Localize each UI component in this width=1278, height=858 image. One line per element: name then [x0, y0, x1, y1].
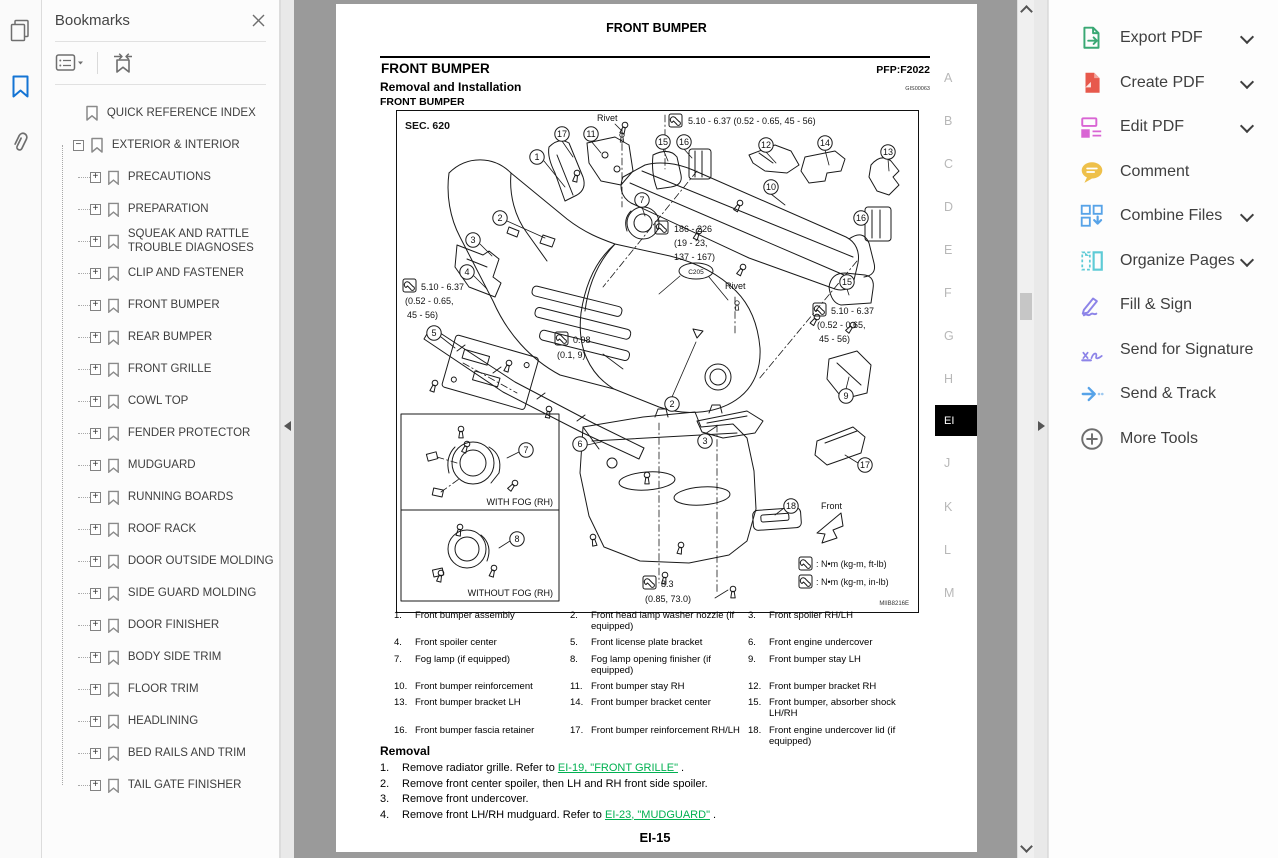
svg-text:3: 3 [702, 436, 708, 446]
bookmark-label: BED RAILS AND TRIM [127, 746, 246, 759]
index-tab-b: B [944, 114, 953, 128]
bookmark-flag-icon [106, 394, 121, 409]
index-tab-f: F [944, 286, 952, 300]
bookmark-item[interactable] [90, 417, 275, 449]
svg-text:6: 6 [577, 439, 583, 449]
svg-text:13: 13 [882, 147, 894, 157]
bookmark-item[interactable] [90, 161, 275, 193]
removal-step: 2. Remove front center spoiler, then LH and RH front side spoiler. [380, 777, 708, 790]
bookmark-label: BODY SIDE TRIM [127, 650, 222, 663]
inset-label-without-fog: WITHOUT FOG (RH) [467, 588, 553, 598]
bookmark-item[interactable] [90, 513, 275, 545]
svg-text:16: 16 [855, 213, 867, 223]
bookmark-item[interactable] [90, 737, 275, 769]
expand-expander[interactable]: + [90, 300, 101, 311]
callout-leader-lines [441, 124, 889, 598]
torque-inlb-icon [403, 279, 416, 292]
bookmark-item-exterior-interior[interactable] [58, 129, 275, 161]
toolbar-separator [97, 52, 98, 74]
svg-text:9: 9 [843, 391, 849, 401]
bookmark-label: MUDGUARD [127, 458, 196, 471]
chevron-down-icon[interactable] [1240, 74, 1254, 88]
bookmark-flag-icon [106, 650, 121, 665]
bookmark-item[interactable] [90, 545, 275, 577]
bookmark-label: COWL TOP [127, 394, 189, 407]
bookmarks-tree [42, 85, 279, 858]
rivet-label-2: Rivet [725, 281, 746, 291]
part-item: 4. Front spoiler center [394, 637, 497, 649]
svg-text:137 - 167): 137 - 167) [674, 252, 716, 262]
export-pdf-icon [1079, 25, 1105, 51]
bookmark-flag-icon [106, 170, 121, 185]
tree-connector-line [62, 145, 63, 785]
svg-text:(0.85, 73.0): (0.85, 73.0) [645, 594, 692, 604]
bookmarks-toolbar [55, 42, 266, 85]
svg-text:2: 2 [669, 399, 675, 409]
part-item: 17. Front bumper reinforcement RH/LH [570, 724, 740, 736]
expand-expander[interactable]: + [90, 172, 101, 183]
combine-files-icon [1079, 203, 1105, 229]
collapse-panel-right-icon[interactable] [1038, 421, 1045, 431]
left-collapse-strip [280, 0, 294, 858]
more-tools-icon [1079, 426, 1105, 452]
expand-expander[interactable]: + [90, 492, 101, 503]
torque-inlb-icon [643, 576, 656, 589]
bookmark-label: SIDE GUARD MOLDING [127, 586, 257, 599]
part-item: 13. Front bumper bracket LH [394, 697, 521, 709]
expand-expander[interactable]: + [90, 428, 101, 439]
new-bookmark-icon[interactable] [110, 51, 136, 75]
bookmark-label: HEADLINING [127, 714, 199, 727]
connector-label: C205 [688, 269, 704, 276]
attachments-icon[interactable] [7, 128, 33, 156]
tool-edit-pdf[interactable] [1049, 105, 1278, 150]
expand-expander[interactable]: + [90, 396, 101, 407]
tool-label: Send & Track [1120, 385, 1217, 403]
tool-label: Combine Files [1120, 207, 1223, 225]
bookmark-item[interactable] [90, 577, 275, 609]
pdf-page [336, 4, 977, 852]
cross-reference-link[interactable]: EI-19, "FRONT GRILLE" [557, 762, 678, 774]
tool-label: Edit PDF [1120, 118, 1185, 136]
removal-step: 4. Remove front LH/RH mudguard. Refer to EI-23, "MUDGUARD" . [380, 808, 717, 821]
svg-text:10: 10 [765, 182, 777, 192]
send-signature-icon [1079, 337, 1105, 363]
svg-text:11: 11 [586, 129, 596, 139]
figure-ref-code: GIS00063 [905, 86, 930, 92]
svg-text:(0.52 - 0.65,: (0.52 - 0.65, [817, 320, 866, 330]
index-tab-e: E [944, 243, 953, 257]
index-tab-a: A [944, 71, 953, 85]
bookmark-flag-icon [106, 778, 121, 793]
svg-text:: N•m (kg-m, in-lb): : N•m (kg-m, in-lb) [816, 577, 889, 587]
bookmark-flag-icon [106, 330, 121, 345]
bookmark-item[interactable] [90, 321, 275, 353]
bookmark-options-icon[interactable] [55, 52, 85, 74]
bookmarks-header [55, 0, 266, 42]
svg-text:12: 12 [760, 140, 772, 150]
tool-send-track[interactable] [1049, 372, 1278, 417]
tool-label: Create PDF [1120, 73, 1205, 91]
torque-legend [799, 557, 889, 588]
svg-text:2: 2 [497, 213, 503, 223]
bookmark-flag-icon [106, 522, 121, 537]
svg-text:5.10 - 6.37: 5.10 - 6.37 [831, 306, 875, 316]
sec-label: SEC. 620 [405, 120, 450, 132]
bookmark-label: FLOOR TRIM [127, 682, 199, 695]
bookmarks-icon[interactable] [7, 72, 33, 100]
bookmark-item[interactable] [90, 225, 275, 257]
page-number: EI-15 [639, 830, 671, 845]
tool-label: More Tools [1120, 429, 1198, 447]
torque-inlb-icon [813, 303, 826, 316]
fill-sign-icon [1079, 292, 1105, 318]
tool-label: Fill & Sign [1120, 296, 1193, 314]
subsection-title: Removal and Installation [380, 80, 522, 94]
svg-text:5.10 - 6.37 (0.52 - 0.65, 45 -: 5.10 - 6.37 (0.52 - 0.65, 45 - 56) [688, 116, 816, 126]
expand-expander[interactable]: + [90, 236, 101, 247]
svg-text:15: 15 [841, 277, 853, 287]
bookmark-label: QUICK REFERENCE INDEX [106, 106, 256, 119]
collapse-expander[interactable]: − [73, 140, 84, 151]
index-tab-h: H [944, 372, 954, 386]
tool-export-pdf[interactable] [1049, 16, 1278, 61]
pfp-code: PFP:F2022 [876, 64, 930, 76]
section-title: FRONT BUMPER [381, 61, 490, 76]
bookmark-flag-icon [106, 298, 121, 313]
tool-fill-sign[interactable] [1049, 283, 1278, 328]
bookmark-flag-icon [106, 586, 121, 601]
scroll-down-icon[interactable] [1020, 840, 1033, 853]
torque-inlb-icon [555, 332, 568, 345]
bookmark-label: PREPARATION [127, 202, 209, 215]
scrollbar-thumb[interactable] [1020, 293, 1032, 320]
bookmark-label: DOOR OUTSIDE MOLDING [127, 554, 274, 567]
torque-ftlb-icon [655, 221, 668, 234]
svg-text:5: 5 [431, 328, 437, 338]
bookmark-flag-icon [89, 137, 105, 153]
svg-text:186 - 226: 186 - 226 [674, 224, 713, 234]
bookmark-item[interactable] [90, 289, 275, 321]
engine-undercover-drawing [580, 405, 756, 563]
tool-label: Export PDF [1120, 29, 1203, 47]
torque-inlb-icon [799, 575, 812, 588]
svg-text:(0.1, 9): (0.1, 9) [557, 350, 586, 360]
bookmark-item[interactable] [90, 385, 275, 417]
tool-combine-files[interactable] [1049, 194, 1278, 239]
bookmark-item[interactable] [90, 481, 275, 513]
send-track-icon [1079, 381, 1105, 407]
bookmark-flag-icon [106, 266, 121, 281]
bookmark-flag-icon [106, 362, 121, 377]
inset-label-with-fog: WITH FOG (RH) [486, 497, 553, 507]
cross-reference-link[interactable]: EI-23, "MUDGUARD" [604, 808, 710, 821]
expand-expander[interactable]: + [90, 716, 101, 727]
bookmark-label: FRONT GRILLE [127, 362, 212, 375]
front-label: Front [821, 501, 843, 511]
svg-text:7: 7 [639, 195, 645, 205]
expand-expander[interactable]: + [90, 620, 101, 631]
expand-expander[interactable]: + [90, 364, 101, 375]
part-item: 5. Front license plate bracket [570, 637, 703, 649]
svg-text:(19 - 23,: (19 - 23, [674, 238, 708, 248]
expand-expander[interactable]: + [90, 268, 101, 279]
bookmark-label: FRONT BUMPER [127, 298, 220, 311]
expand-expander[interactable]: + [90, 332, 101, 343]
page-thumbnails-icon[interactable] [7, 16, 33, 44]
part-item: 12. Front bumper bracket RH [748, 681, 877, 693]
part-item: 7. Fog lamp (if equipped) [394, 653, 511, 665]
tool-label: Comment [1120, 162, 1190, 180]
part-item: 8. Fog lamp opening finisher (if equipped) [570, 653, 711, 676]
document-area [294, 0, 1017, 858]
bookmarks-title: Bookmarks [54, 12, 130, 29]
svg-text:3: 3 [470, 235, 476, 245]
subsubsection-title: FRONT BUMPER [380, 96, 465, 108]
header-rule [380, 56, 930, 58]
bookmark-item[interactable] [90, 449, 275, 481]
bookmark-item[interactable] [90, 673, 275, 705]
part-item: 2. Front head lamp washer nozzle (if equipped) [570, 610, 735, 633]
bookmark-label: ROOF RACK [127, 522, 197, 535]
scroll-up-icon[interactable] [1020, 5, 1033, 18]
comment-icon [1079, 159, 1105, 185]
bookmark-flag-icon [106, 202, 121, 217]
part-item: 11. Front bumper stay RH [570, 681, 685, 693]
svg-text:17: 17 [556, 129, 568, 139]
index-tab-g: G [944, 329, 954, 343]
index-tab-m: M [944, 586, 955, 600]
tool-label: Send for Signature [1120, 340, 1254, 358]
tool-more-tools[interactable] [1049, 417, 1278, 462]
panel-nav-strip [0, 0, 42, 858]
bookmark-label: FENDER PROTECTOR [127, 426, 251, 439]
torque-ftlb-icon [799, 557, 812, 570]
bookmark-flag-icon [106, 618, 121, 633]
bookmark-label: DOOR FINISHER [127, 618, 220, 631]
expand-expander[interactable]: + [90, 684, 101, 695]
svg-text:14: 14 [819, 138, 831, 148]
removal-step: 1. Remove radiator grille. Refer to EI-19, "FRONT GRILLE" . [380, 762, 685, 774]
exploded-view-diagram [396, 110, 919, 613]
bookmark-flag-icon [106, 426, 121, 441]
index-tab-j: J [944, 456, 951, 470]
tool-organize-pages[interactable] [1049, 239, 1278, 284]
bookmark-item[interactable] [90, 257, 275, 289]
svg-text:17: 17 [859, 460, 871, 470]
chevron-down-icon[interactable] [1240, 208, 1254, 222]
bookmark-item[interactable] [90, 769, 275, 801]
svg-text:0.98: 0.98 [573, 335, 591, 345]
running-title: FRONT BUMPER [606, 21, 707, 35]
removal-step: 3. Remove front undercover. [380, 793, 529, 805]
svg-text:16: 16 [678, 137, 690, 147]
figure-code: MIIB8216E [879, 601, 909, 607]
bookmark-flag-icon [106, 682, 121, 697]
svg-text:8.3: 8.3 [661, 579, 674, 589]
tool-send-for-signature[interactable] [1049, 328, 1278, 373]
bookmark-item[interactable] [90, 193, 275, 225]
bookmark-flag-icon [106, 234, 121, 249]
chevron-down-icon[interactable] [1240, 30, 1254, 44]
vertical-scrollbar[interactable] [1017, 0, 1034, 858]
bookmark-item[interactable] [90, 353, 275, 385]
bookmark-label: RUNNING BOARDS [127, 490, 234, 503]
bookmark-item[interactable] [90, 609, 275, 641]
svg-text:(0.52 - 0.65,: (0.52 - 0.65, [405, 296, 454, 306]
bookmark-label: SQUEAK AND RATTLE TROUBLE DIAGNOSES [127, 227, 254, 254]
tool-label: Organize Pages [1120, 251, 1235, 269]
bookmark-flag-icon [106, 490, 121, 505]
part-item: 1. Front bumper assembly [394, 610, 515, 621]
bookmark-label: CLIP AND FASTENER [127, 266, 244, 279]
bookmark-item[interactable] [90, 641, 275, 673]
rivet-label: Rivet [597, 113, 618, 123]
organize-pages-icon [1079, 248, 1105, 274]
torque-labels [403, 114, 874, 604]
svg-text:8: 8 [514, 534, 520, 544]
bookmark-label: REAR BUMPER [127, 330, 213, 343]
svg-text:5.10 - 6.37: 5.10 - 6.37 [421, 282, 465, 292]
bookmark-item[interactable] [90, 705, 275, 737]
expand-expander[interactable]: + [90, 780, 101, 791]
tool-comment[interactable] [1049, 150, 1278, 195]
parts-list [394, 610, 920, 752]
bookmark-item-quick-reference-index[interactable] [58, 97, 275, 129]
index-tab-current-ei: EI [935, 405, 977, 436]
part-item: 16. Front bumper fascia retainer [394, 724, 535, 736]
index-tab-c: C [944, 157, 954, 171]
svg-text:45 - 56): 45 - 56) [819, 334, 851, 344]
expand-expander[interactable]: + [90, 588, 101, 599]
removal-section [380, 744, 716, 824]
svg-text:4: 4 [464, 267, 470, 277]
part-item: 14. Front bumper bracket center [570, 697, 711, 709]
svg-text:: N•m (kg-m, ft-lb): : N•m (kg-m, ft-lb) [816, 559, 887, 569]
bookmarks-panel [42, 0, 280, 858]
right-collapse-strip [1034, 0, 1048, 858]
create-pdf-icon [1079, 70, 1105, 96]
construction-lines [463, 115, 857, 593]
index-tab-d: D [944, 200, 954, 214]
part-item: 18. Front engine undercover lid (if equipped) [748, 724, 896, 747]
index-tab-k: K [944, 500, 953, 514]
expand-expander[interactable]: + [90, 204, 101, 215]
bookmark-children [58, 161, 275, 801]
expand-expander[interactable]: + [90, 748, 101, 759]
bookmark-flag-icon [106, 458, 121, 473]
edit-pdf-icon [1079, 114, 1105, 140]
expand-expander[interactable]: + [90, 556, 101, 567]
bookmark-label: PRECAUTIONS [127, 170, 211, 183]
collapse-panel-left-icon[interactable] [284, 421, 291, 431]
part-item: 6. Front engine undercover [748, 637, 873, 649]
bookmark-label: TAIL GATE FINISHER [127, 778, 242, 791]
bookmark-label: EXTERIOR & INTERIOR [111, 138, 240, 151]
svg-text:15: 15 [657, 137, 669, 147]
svg-text:7: 7 [523, 445, 529, 455]
part-item: 9. Front bumper stay LH [748, 653, 861, 665]
svg-text:45 - 56): 45 - 56) [407, 310, 439, 320]
part-item: 3. Front spoiler RH/LH [748, 610, 853, 621]
tools-panel [1048, 0, 1278, 858]
bookmark-flag-icon [106, 554, 121, 569]
part-item: 15. Front bumper, absorber shock LH/RH [748, 697, 896, 720]
svg-text:18: 18 [785, 501, 797, 511]
removal-title: Removal [380, 744, 431, 758]
bookmark-flag-icon [106, 714, 121, 729]
close-icon[interactable] [251, 13, 266, 28]
chevron-down-icon[interactable] [1240, 252, 1254, 266]
front-arrow [817, 513, 843, 543]
nozzle-mark [693, 329, 703, 338]
part-item: 10. Front bumper reinforcement [394, 681, 533, 693]
expand-expander[interactable]: + [90, 652, 101, 663]
svg-text:1: 1 [534, 152, 540, 162]
index-tab-l: L [944, 543, 951, 557]
chevron-down-icon[interactable] [1240, 119, 1254, 133]
bookmark-flag-icon [84, 105, 100, 121]
fog-lamp-insets [401, 414, 559, 601]
bookmark-flag-icon [106, 746, 121, 761]
expand-expander[interactable]: + [90, 460, 101, 471]
tool-create-pdf[interactable] [1049, 61, 1278, 106]
expand-expander[interactable]: + [90, 524, 101, 535]
torque-inlb-icon [669, 114, 682, 127]
